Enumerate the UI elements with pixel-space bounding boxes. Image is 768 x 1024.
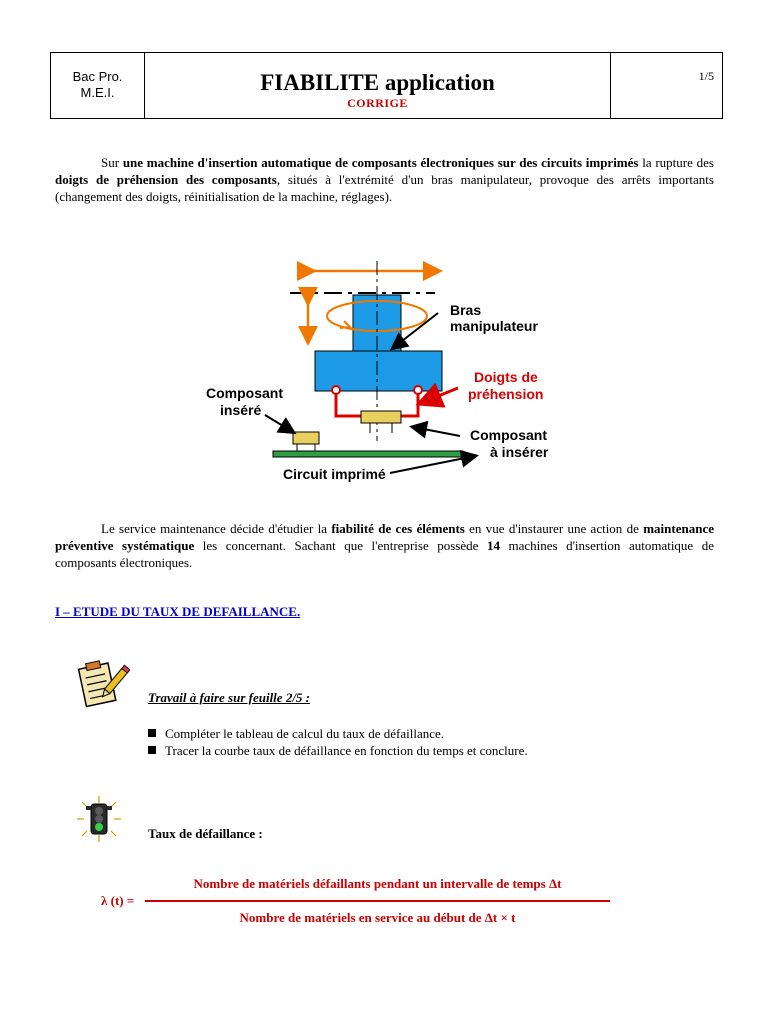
formula-lhs: λ (t) = [101, 893, 135, 908]
header-class-cell [51, 53, 145, 118]
formula-numerator: Nombre de matériels défaillants pendant un intervalle de temps Δt [193, 876, 562, 891]
header-table [50, 52, 723, 119]
label-comp-inserer-line1: Composant [470, 427, 547, 443]
failure-rate-formula [0, 870, 768, 930]
traffic-light-icon [74, 794, 124, 844]
page-number: 1/5 [610, 53, 722, 118]
label-comp-insere-line1: Composant [206, 385, 283, 401]
arm-body [315, 351, 442, 391]
formula-denominator: Nombre de matériels en service au début de Δt × t [239, 910, 516, 925]
label-doigts-line2: préhension [468, 386, 544, 402]
clipboard-pencil-icon [72, 656, 130, 708]
label-circuit: Circuit imprimé [283, 466, 386, 482]
header-class-line2: M.E.I. [80, 85, 115, 100]
fraction-bar [145, 900, 610, 902]
machine-diagram [190, 255, 590, 495]
task-list [148, 725, 528, 759]
bullet-square-icon [148, 729, 156, 737]
maintenance-paragraph: Le service maintenance décide d'étudier la fiabilité de ces éléments en vue d'instaurer une action de maintenance préventive systématique les concernant. Sachant que l'entreprise possède 14 machines d'insertion automatique de composants électroniques. [55, 521, 715, 570]
component-to-insert [361, 411, 401, 423]
intro-paragraph: Sur une machine d'insertion automatique de composants électroniques sur des circuits imprimés la rupture des doigts de préhension des composants, situés à l'extrémité d'un bras manipulateur, provoque des arrêts importants (changement des doigts, réinitialisation de la machine, réglages). [55, 155, 714, 204]
bullet-square-icon [148, 746, 156, 754]
label-comp-insere-line2: inséré [220, 402, 262, 418]
circuit-board [273, 451, 463, 457]
page-title: FIABILITE application [260, 70, 495, 95]
header-class-line1: Bac Pro. [72, 69, 123, 84]
task-item: Tracer la courbe taux de défaillance en fonction du temps et conclure. [148, 742, 528, 759]
inserted-component [293, 432, 319, 444]
task-item: Compléter le tableau de calcul du taux de défaillance. [148, 725, 528, 742]
label-doigts-line1: Doigts de [474, 369, 538, 385]
label-bras-line1: Bras [450, 302, 482, 318]
section-title: I – ETUDE DU TAUX DE DEFAILLANCE. [55, 604, 301, 619]
header-title-cell [145, 53, 610, 118]
page-subtitle: CORRIGE [347, 96, 408, 110]
label-comp-inserer-line2: à insérer [490, 444, 549, 460]
travail-heading: Travail à faire sur feuille 2/5 : [148, 690, 311, 705]
taux-heading: Taux de défaillance : [148, 826, 263, 841]
label-bras-line2: manipulateur [450, 318, 538, 334]
